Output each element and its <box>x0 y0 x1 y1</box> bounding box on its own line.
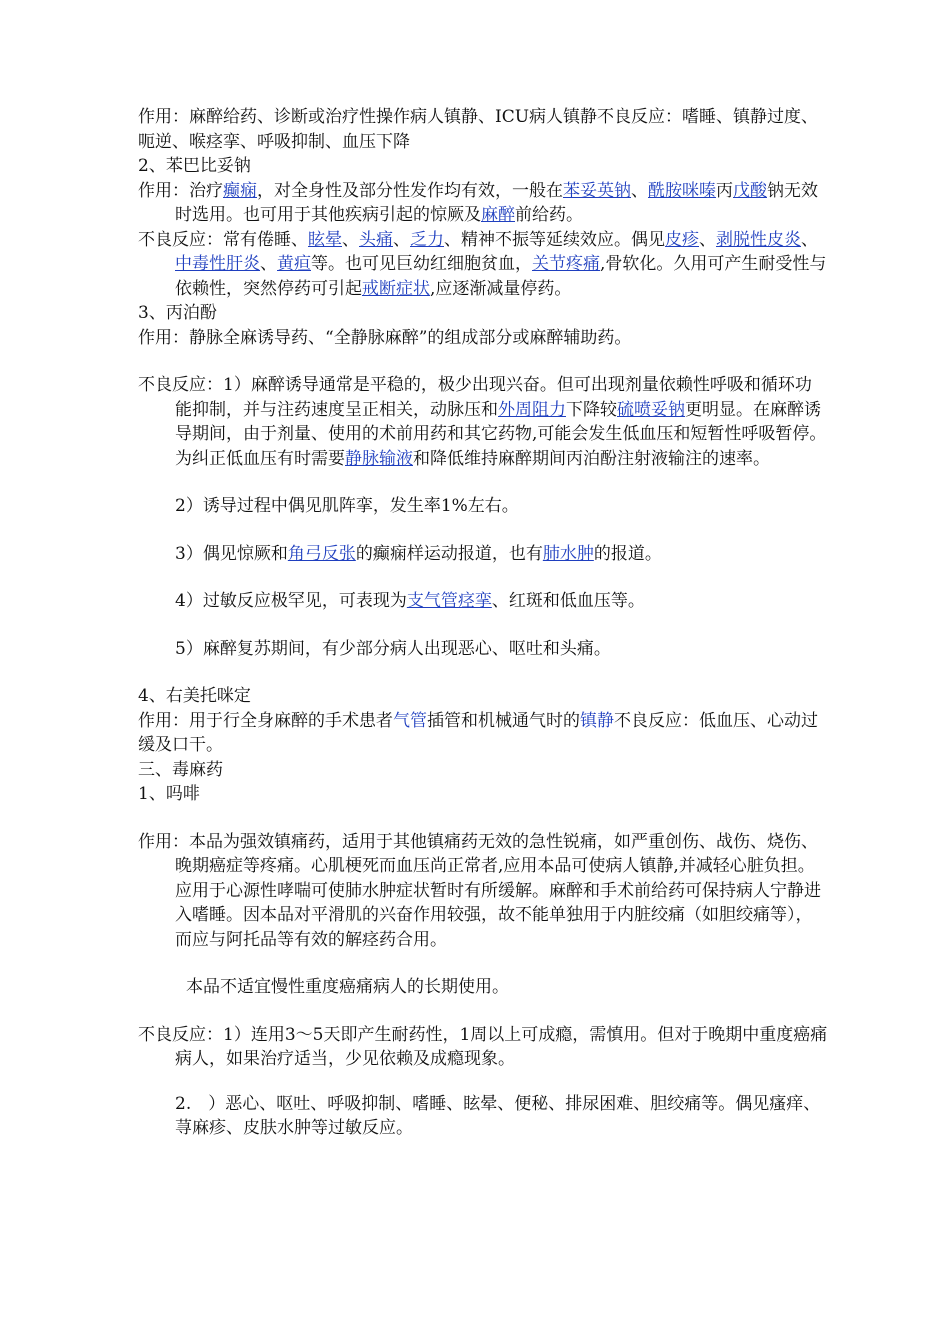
link-fatigue[interactable]: 乏力 <box>410 229 444 250</box>
link-jaundice[interactable]: 黄疸 <box>277 254 311 274</box>
link-phenytoin[interactable]: 苯妥英钠 <box>563 180 631 201</box>
link-exfoliative-dermatitis[interactable]: 剥脱性皮炎 <box>716 229 801 250</box>
paragraph-phenobarbital-adverse: 不良反应：常有倦睡、眩晕、头痛、乏力、精神不振等延续效应。偶见皮疹、剥脱性皮炎、中毒性肝炎、黄疸等。也可见巨幼红细胞贫血，关节疼痛,骨软化。久用可产生耐受性与依赖性，突然停药可引起戒断症状,应逐渐减量停药。 <box>138 229 827 299</box>
paragraph-propofol-adverse-5: 5）麻醉复苏期间，有少部分病人出现恶心、呕吐和头痛。 <box>175 638 611 659</box>
link-vertigo[interactable]: 眩晕 <box>308 229 342 250</box>
link-pulmonary-edema[interactable]: 肺水肿 <box>542 543 594 564</box>
paragraph-morphine-adverse-1: 不良反应：1）连用3～5天即产生耐药性，1周以上可成瘾，需慎用。但对于晚期中重度癌痛病人，如果治疗适当，少见依赖及成瘾现象。 <box>138 1024 828 1069</box>
link-thiopental[interactable]: 硫喷妥钠 <box>617 399 685 420</box>
link-toxic-hepatitis[interactable]: 中毒性肝炎 <box>175 254 260 274</box>
paragraph-morphine-adverse-2: 2. ）恶心、呕吐、呼吸抑制、嗜睡、眩晕、便秘、排尿困难、胆绞痛等。偶见瘙痒、荨麻疹、皮肤水肿等过敏反应。 <box>175 1093 821 1138</box>
link-rash[interactable]: 皮疹 <box>665 229 699 250</box>
paragraph-propofol-adverse-4: 4）过敏反应极罕见，可表现为支气管痉挛、红斑和低血压等。 <box>175 591 645 611</box>
link-carbamazepine[interactable]: 酰胺咪嗪 <box>648 180 716 201</box>
link-anesthesia[interactable]: 麻醉 <box>481 205 515 225</box>
heading-narcotics: 三、毒麻药 <box>138 759 223 780</box>
paragraph-propofol-adverse-3: 3）偶见惊厥和角弓反张的癫痫样运动报道，也有肺水肿的报道。 <box>175 543 662 564</box>
link-withdrawal[interactable]: 戒断症状 <box>362 278 430 299</box>
heading-phenobarbital: 2、苯巴比妥钠 <box>138 156 251 176</box>
paragraph-morphine-use: 作用：本品为强效镇痛药，适用于其他镇痛药无效的急性锐痛，如严重创伤、战伤、烧伤、晚期癌症等疼痛。心肌梗死而血压尚正常者,应用本品可使病人镇静,并减轻心脏负担。应用于心源性哮喘可使肺水肿症状暂时有所缓解。麻醉和手术前给药可保持病人宁静进入嗜睡。因本品对平滑肌的兴奋作用较强，故不能单独用于内脏绞痛（如胆绞痛等），而应与阿托品等有效的解痉药合用。 <box>138 831 821 950</box>
paragraph-phenobarbital-use: 作用：治疗癫痫，对全身性及部分性发作均有效，一般在苯妥英钠、酰胺咪嗪丙戊酸钠无效时选用。也可用于其他疾病引起的惊厥及麻醉前给药。 <box>138 180 818 225</box>
paragraph-sedation-use: 作用：麻醉给药、诊断或治疗性操作病人镇静、ICU病人镇静不良反应：嗜睡、镇静过度、呃逆、喉痉挛、呼吸抑制、血压下降 <box>138 107 819 152</box>
paragraph-dexmedetomidine-use: 作用：用于行全身麻醉的手术患者气管插管和机械通气时的镇静不良反应：低血压、心动过缓及口干。 <box>138 710 818 755</box>
document-body <box>138 105 828 1141</box>
link-joint-pain[interactable]: 关节疼痛 <box>532 254 600 274</box>
paragraph-morphine-note: 本品不适宜慢性重度癌痛病人的长期使用。 <box>186 977 509 997</box>
link-bronchospasm[interactable]: 支气管痉挛 <box>406 591 492 611</box>
paragraph-propofol-adverse-1: 不良反应：1）麻醉诱导通常是平稳的，极少出现兴奋。但可出现剂量依赖性呼吸和循环功能抑制，并与注药速度呈正相关，动脉压和外周阻力下降较硫喷妥钠更明显。在麻醉诱导期间，由于剂量、使用的术前用药和其它药物,可能会发生低血压和短暂性呼吸暂停。为纠正低血压有时需要静脉输液和降低维持麻醉期间丙泊酚注射液输注的速率。 <box>138 375 827 469</box>
link-peripheral-resistance[interactable]: 外周阻力 <box>498 399 566 420</box>
link-headache[interactable]: 头痛 <box>359 229 393 250</box>
heading-propofol: 3、丙泊酚 <box>138 303 217 323</box>
term-trachea: 气管 <box>393 710 427 731</box>
term-sedation: 镇静 <box>580 710 614 731</box>
link-iv-infusion[interactable]: 静脉输液 <box>345 448 413 469</box>
paragraph-propofol-adverse-2: 2）诱导过程中偶见肌阵挛，发生率1%左右。 <box>175 496 519 516</box>
link-valproic[interactable]: 戊酸 <box>733 180 767 201</box>
link-opisthotonus[interactable]: 角弓反张 <box>287 543 356 564</box>
heading-morphine: 1、吗啡 <box>138 784 200 804</box>
heading-dexmedetomidine: 4、右美托咪定 <box>138 686 251 706</box>
link-epilepsy[interactable]: 癫痫 <box>223 180 257 201</box>
paragraph-propofol-use: 作用：静脉全麻诱导药、“全静脉麻醉”的组成部分或麻醉辅助药。 <box>138 327 632 348</box>
